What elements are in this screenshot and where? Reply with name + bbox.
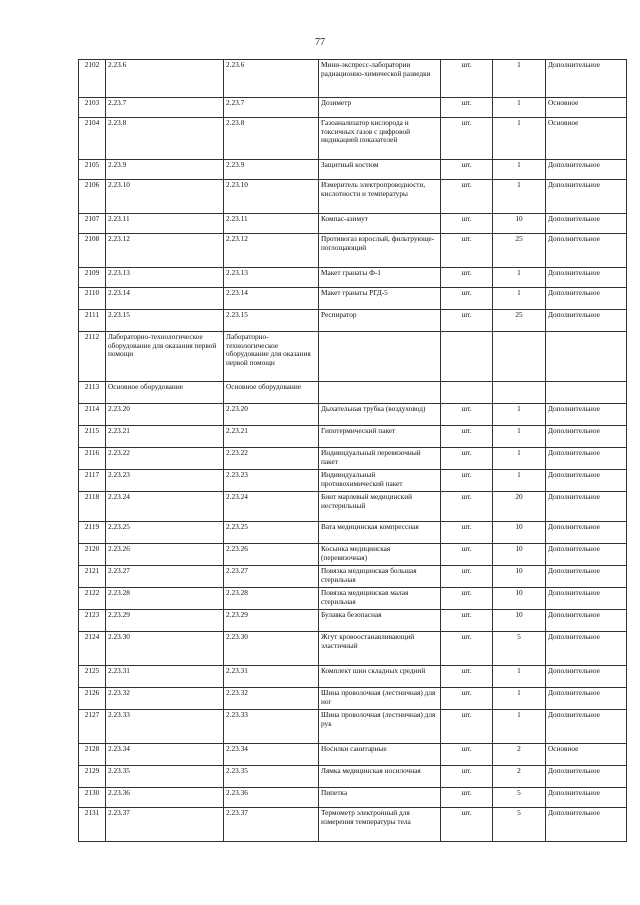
code-cell: 2.23.30: [106, 632, 224, 666]
row-number: 2111: [79, 310, 106, 332]
equipment-type: Дополнительное: [546, 448, 627, 470]
table-row: [79, 60, 627, 98]
row-number: 2128: [79, 744, 106, 766]
item-name: Дыхательная трубка (воздуховод): [319, 404, 441, 426]
item-name: Респиратор: [319, 310, 441, 332]
equipment-type: Дополнительное: [546, 426, 627, 448]
code-cell-2: 2.23.9: [224, 160, 319, 180]
quantity-cell: 5: [493, 808, 546, 842]
item-name: Шина проволочная (лестничная) для ног: [319, 688, 441, 710]
quantity-cell: [493, 382, 546, 404]
row-number: 2104: [79, 118, 106, 160]
unit-cell: шт.: [441, 310, 493, 332]
code-cell-2: 2.23.28: [224, 588, 319, 610]
table-row: [79, 118, 627, 160]
row-number: 2107: [79, 214, 106, 234]
equipment-type: Дополнительное: [546, 688, 627, 710]
table-row: [79, 632, 627, 666]
unit-cell: шт.: [441, 544, 493, 566]
quantity-cell: 10: [493, 522, 546, 544]
item-name: Бинт марлевый медицинский нестерильный: [319, 492, 441, 522]
code-cell-2: 2.23.23: [224, 470, 319, 492]
code-cell: 2.23.31: [106, 666, 224, 688]
table-row: [79, 234, 627, 268]
item-name: Компас-азимут: [319, 214, 441, 234]
item-name: Измеритель электропроводности, кислотности и температуры: [319, 180, 441, 214]
code-cell: 2.23.33: [106, 710, 224, 744]
equipment-type: Дополнительное: [546, 588, 627, 610]
item-name: Повязка медицинская большая стерильная: [319, 566, 441, 588]
quantity-cell: 2: [493, 766, 546, 788]
unit-cell: шт.: [441, 492, 493, 522]
equipment-type: Дополнительное: [546, 180, 627, 214]
unit-cell: шт.: [441, 588, 493, 610]
row-number: 2116: [79, 448, 106, 470]
quantity-cell: 1: [493, 710, 546, 744]
row-number: 2106: [79, 180, 106, 214]
code-cell-2: 2.23.12: [224, 234, 319, 268]
row-number: 2122: [79, 588, 106, 610]
equipment-type: Дополнительное: [546, 404, 627, 426]
row-number: 2130: [79, 788, 106, 808]
quantity-cell: 20: [493, 492, 546, 522]
code-cell: 2.23.28: [106, 588, 224, 610]
quantity-cell: 1: [493, 470, 546, 492]
quantity-cell: 1: [493, 118, 546, 160]
item-name: Противогаз взрослый, фильтрующе-поглощающий: [319, 234, 441, 268]
equipment-type: Дополнительное: [546, 310, 627, 332]
row-number: 2103: [79, 98, 106, 118]
unit-cell: шт.: [441, 448, 493, 470]
equipment-type: [546, 332, 627, 382]
quantity-cell: 1: [493, 180, 546, 214]
quantity-cell: 2: [493, 744, 546, 766]
equipment-type: Дополнительное: [546, 470, 627, 492]
code-cell: 2.23.13: [106, 268, 224, 288]
code-cell: 2.23.7: [106, 98, 224, 118]
code-cell-2: 2.23.24: [224, 492, 319, 522]
table-row: [79, 98, 627, 118]
table-row: [79, 688, 627, 710]
unit-cell: шт.: [441, 180, 493, 214]
quantity-cell: 1: [493, 160, 546, 180]
code-cell-2: 2.23.30: [224, 632, 319, 666]
unit-cell: шт.: [441, 744, 493, 766]
code-cell-2: 2.23.6: [224, 60, 319, 98]
equipment-type: Дополнительное: [546, 566, 627, 588]
code-cell-2: 2.23.32: [224, 688, 319, 710]
unit-cell: шт.: [441, 160, 493, 180]
row-number: 2114: [79, 404, 106, 426]
unit-cell: шт.: [441, 710, 493, 744]
equipment-type: Дополнительное: [546, 544, 627, 566]
row-number: 2117: [79, 470, 106, 492]
code-cell: 2.23.11: [106, 214, 224, 234]
equipment-type: Основное: [546, 98, 627, 118]
quantity-cell: 1: [493, 404, 546, 426]
item-name: Косынка медицинская (перевязочная): [319, 544, 441, 566]
item-name: Термометр электронный для измерения температуры тела: [319, 808, 441, 842]
item-name: Булавка безопасная: [319, 610, 441, 632]
quantity-cell: 1: [493, 426, 546, 448]
unit-cell: шт.: [441, 632, 493, 666]
row-number: 2123: [79, 610, 106, 632]
table-row: [79, 588, 627, 610]
code-cell: 2.23.22: [106, 448, 224, 470]
table-row: [79, 666, 627, 688]
table-row: [79, 610, 627, 632]
unit-cell: шт.: [441, 470, 493, 492]
unit-cell: шт.: [441, 288, 493, 310]
table-row: [79, 544, 627, 566]
code-cell: 2.23.27: [106, 566, 224, 588]
code-cell-2: Основное оборудование: [224, 382, 319, 404]
equipment-type: Дополнительное: [546, 160, 627, 180]
code-cell: 2.23.9: [106, 160, 224, 180]
unit-cell: шт.: [441, 234, 493, 268]
row-number: 2119: [79, 522, 106, 544]
item-name: Индивидуальный перевязочный пакет: [319, 448, 441, 470]
row-number: 2108: [79, 234, 106, 268]
row-number: 2120: [79, 544, 106, 566]
equipment-type: Дополнительное: [546, 60, 627, 98]
equipment-table: [78, 59, 627, 842]
row-number: 2124: [79, 632, 106, 666]
row-number: 2109: [79, 268, 106, 288]
code-cell: 2.23.24: [106, 492, 224, 522]
equipment-type: Дополнительное: [546, 234, 627, 268]
unit-cell: шт.: [441, 610, 493, 632]
unit-cell: шт.: [441, 688, 493, 710]
equipment-type: Дополнительное: [546, 214, 627, 234]
code-cell-2: 2.23.31: [224, 666, 319, 688]
table-row: [79, 288, 627, 310]
code-cell: 2.23.25: [106, 522, 224, 544]
unit-cell: шт.: [441, 666, 493, 688]
unit-cell: шт.: [441, 808, 493, 842]
code-cell: 2.23.20: [106, 404, 224, 426]
code-cell: 2.23.34: [106, 744, 224, 766]
code-cell: 2.23.37: [106, 808, 224, 842]
code-cell: 2.23.21: [106, 426, 224, 448]
quantity-cell: 25: [493, 234, 546, 268]
code-cell-2: 2.23.21: [224, 426, 319, 448]
code-cell-2: 2.23.8: [224, 118, 319, 160]
equipment-type: Дополнительное: [546, 632, 627, 666]
code-cell-2: 2.23.13: [224, 268, 319, 288]
item-name: Дозиметр: [319, 98, 441, 118]
code-cell: 2.23.6: [106, 60, 224, 98]
row-number: 2131: [79, 808, 106, 842]
table-row: [79, 808, 627, 842]
row-number: 2127: [79, 710, 106, 744]
code-cell-2: 2.23.14: [224, 288, 319, 310]
unit-cell: шт.: [441, 60, 493, 98]
code-cell-2: 2.23.11: [224, 214, 319, 234]
equipment-type: Дополнительное: [546, 666, 627, 688]
quantity-cell: 1: [493, 60, 546, 98]
page-number: 77: [315, 37, 325, 48]
unit-cell: шт.: [441, 566, 493, 588]
quantity-cell: [493, 332, 546, 382]
code-cell-2: 2.23.37: [224, 808, 319, 842]
quantity-cell: 1: [493, 666, 546, 688]
code-cell: 2.23.12: [106, 234, 224, 268]
row-number: 2118: [79, 492, 106, 522]
unit-cell: шт.: [441, 426, 493, 448]
row-number: 2125: [79, 666, 106, 688]
code-cell: 2.23.8: [106, 118, 224, 160]
item-name: Мини-экспресс-лаборатории радиационно-химической разведки: [319, 60, 441, 98]
code-cell-2: 2.23.27: [224, 566, 319, 588]
equipment-type: Дополнительное: [546, 710, 627, 744]
code-cell-2: Лабораторно-технологическое оборудование для оказания первой помощи: [224, 332, 319, 382]
quantity-cell: 10: [493, 610, 546, 632]
code-cell: 2.23.36: [106, 788, 224, 808]
code-cell-2: 2.23.29: [224, 610, 319, 632]
code-cell: 2.23.23: [106, 470, 224, 492]
table-row: [79, 426, 627, 448]
row-number: 2112: [79, 332, 106, 382]
table-row: [79, 332, 627, 382]
code-cell: Лабораторно-технологическое оборудование для оказания первой помощи: [106, 332, 224, 382]
code-cell-2: 2.23.25: [224, 522, 319, 544]
code-cell-2: 2.23.26: [224, 544, 319, 566]
quantity-cell: 10: [493, 566, 546, 588]
code-cell-2: 2.23.36: [224, 788, 319, 808]
quantity-cell: 10: [493, 214, 546, 234]
item-name: Макет гранаты Ф-1: [319, 268, 441, 288]
quantity-cell: 1: [493, 98, 546, 118]
item-name: Вата медицинская компрессная: [319, 522, 441, 544]
quantity-cell: 5: [493, 632, 546, 666]
unit-cell: шт.: [441, 766, 493, 788]
item-name: Макет гранаты РГД-5: [319, 288, 441, 310]
code-cell-2: 2.23.7: [224, 98, 319, 118]
unit-cell: [441, 382, 493, 404]
code-cell-2: 2.23.20: [224, 404, 319, 426]
quantity-cell: 25: [493, 310, 546, 332]
unit-cell: шт.: [441, 404, 493, 426]
code-cell: 2.23.10: [106, 180, 224, 214]
quantity-cell: 1: [493, 688, 546, 710]
item-name: [319, 382, 441, 404]
row-number: 2105: [79, 160, 106, 180]
table-row: [79, 766, 627, 788]
table-row: [79, 522, 627, 544]
item-name: Гипотермический пакет: [319, 426, 441, 448]
quantity-cell: 1: [493, 448, 546, 470]
code-cell: 2.23.35: [106, 766, 224, 788]
item-name: Комплект шин складных средний: [319, 666, 441, 688]
equipment-type: Дополнительное: [546, 766, 627, 788]
quantity-cell: 1: [493, 268, 546, 288]
code-cell: 2.23.32: [106, 688, 224, 710]
item-name: Пипетка: [319, 788, 441, 808]
table-row: [79, 160, 627, 180]
item-name: Защитный костюм: [319, 160, 441, 180]
table-row: [79, 788, 627, 808]
table-row: [79, 744, 627, 766]
code-cell: 2.23.29: [106, 610, 224, 632]
unit-cell: шт.: [441, 788, 493, 808]
row-number: 2113: [79, 382, 106, 404]
item-name: Носилки санитарные: [319, 744, 441, 766]
quantity-cell: 5: [493, 788, 546, 808]
equipment-type: Основное: [546, 118, 627, 160]
code-cell-2: 2.23.15: [224, 310, 319, 332]
unit-cell: шт.: [441, 98, 493, 118]
row-number: 2110: [79, 288, 106, 310]
code-cell-2: 2.23.34: [224, 744, 319, 766]
code-cell-2: 2.23.10: [224, 180, 319, 214]
unit-cell: шт.: [441, 522, 493, 544]
item-name: Индивидуальный противохимический пакет: [319, 470, 441, 492]
table-row: [79, 382, 627, 404]
table-row: [79, 180, 627, 214]
equipment-type: Дополнительное: [546, 610, 627, 632]
equipment-type: Дополнительное: [546, 288, 627, 310]
quantity-cell: 10: [493, 544, 546, 566]
item-name: Повязка медицинская малая стерильная: [319, 588, 441, 610]
table-row: [79, 566, 627, 588]
table-row: [79, 310, 627, 332]
code-cell: Основное оборудование: [106, 382, 224, 404]
row-number: 2115: [79, 426, 106, 448]
table-row: [79, 470, 627, 492]
row-number: 2121: [79, 566, 106, 588]
row-number: 2102: [79, 60, 106, 98]
table-row: [79, 214, 627, 234]
row-number: 2129: [79, 766, 106, 788]
equipment-type: [546, 382, 627, 404]
equipment-type: Дополнительное: [546, 268, 627, 288]
unit-cell: шт.: [441, 214, 493, 234]
quantity-cell: 10: [493, 588, 546, 610]
item-name: Жгут кровоостанавливающий эластичный: [319, 632, 441, 666]
equipment-type: Дополнительное: [546, 492, 627, 522]
code-cell: 2.23.14: [106, 288, 224, 310]
code-cell-2: 2.23.33: [224, 710, 319, 744]
table-row: [79, 404, 627, 426]
equipment-type: Дополнительное: [546, 808, 627, 842]
code-cell-2: 2.23.35: [224, 766, 319, 788]
item-name: Газоанализатор кислорода и токсичных газов с цифровой индикацией показателей: [319, 118, 441, 160]
unit-cell: шт.: [441, 268, 493, 288]
equipment-type: Дополнительное: [546, 788, 627, 808]
equipment-type: Дополнительное: [546, 522, 627, 544]
row-number: 2126: [79, 688, 106, 710]
table-row: [79, 492, 627, 522]
item-name: Лямка медицинская носилочная: [319, 766, 441, 788]
code-cell: 2.23.26: [106, 544, 224, 566]
quantity-cell: 1: [493, 288, 546, 310]
unit-cell: [441, 332, 493, 382]
table-row: [79, 448, 627, 470]
item-name: Шина проволочная (лестничная) для рук: [319, 710, 441, 744]
code-cell-2: 2.23.22: [224, 448, 319, 470]
code-cell: 2.23.15: [106, 310, 224, 332]
equipment-type: Основное: [546, 744, 627, 766]
table-row: [79, 268, 627, 288]
table-row: [79, 710, 627, 744]
item-name: [319, 332, 441, 382]
unit-cell: шт.: [441, 118, 493, 160]
